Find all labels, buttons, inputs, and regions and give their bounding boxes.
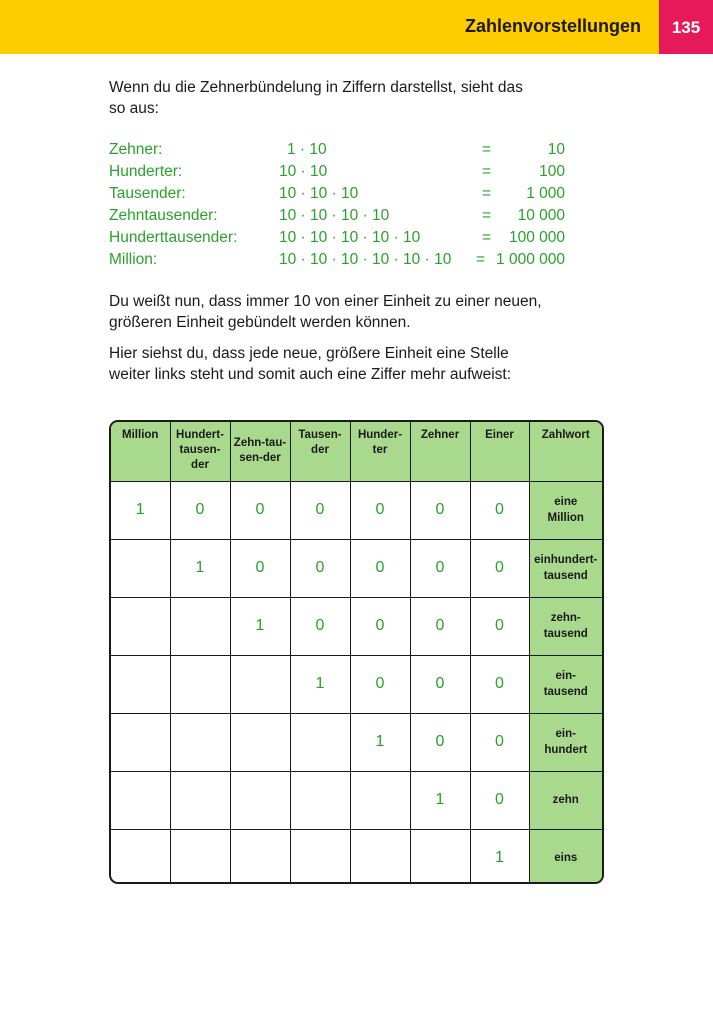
explanation-line-1: Du weißt nun, dass immer 10 von einer Einheit zu einer neuen, bbox=[109, 293, 542, 310]
number-word-cell bbox=[529, 481, 602, 539]
bundle-equals: = bbox=[482, 229, 492, 246]
column-header-million bbox=[111, 422, 170, 481]
table-row bbox=[111, 829, 602, 884]
number-word-cell bbox=[529, 597, 602, 655]
digit-cell bbox=[111, 597, 170, 655]
bundle-row bbox=[109, 183, 579, 205]
bundle-expression: 10 · 10 · 10 · 10 · 10 bbox=[279, 229, 421, 246]
digit-cell: 1 bbox=[111, 481, 170, 539]
bundle-value: 10 000 bbox=[517, 207, 565, 224]
number-word-text: einhundert- bbox=[534, 554, 598, 566]
column-header-ten-thousands bbox=[230, 422, 290, 481]
number-word-cell bbox=[529, 539, 602, 597]
bundle-expression: 10 · 10 · 10 · 10 · 10 · 10 bbox=[279, 251, 452, 268]
column-header-hundreds bbox=[350, 422, 410, 481]
table-row bbox=[111, 481, 602, 539]
digit-cell bbox=[230, 829, 290, 884]
header-text: sen-der bbox=[239, 452, 281, 465]
header-text: Einer bbox=[485, 429, 514, 441]
number-word-text: eins bbox=[554, 852, 578, 865]
intro-line-1: Wenn du die Zehnerbündelung in Ziffern darstellst, sieht das bbox=[109, 79, 523, 96]
digit-cell bbox=[111, 713, 170, 771]
header-text: Zehner bbox=[420, 429, 460, 441]
digit-cell: 0 bbox=[470, 481, 529, 539]
number-word-text: tausend bbox=[543, 686, 588, 698]
bundle-expression: 10 · 10 · 10 bbox=[279, 185, 359, 202]
number-word-cell bbox=[529, 771, 602, 829]
table-row bbox=[111, 771, 602, 829]
digit-cell bbox=[111, 771, 170, 829]
digit-cell: 0 bbox=[470, 771, 529, 829]
digit-cell: 0 bbox=[410, 655, 470, 713]
table-header-row bbox=[111, 422, 602, 481]
bundle-expression: 1 · 10 bbox=[287, 141, 327, 158]
column-header-hundred-thousands bbox=[170, 422, 230, 481]
digit-cell: 0 bbox=[290, 597, 350, 655]
bundle-equals: = bbox=[482, 163, 492, 180]
number-word-cell bbox=[529, 829, 602, 884]
column-header-number-word bbox=[529, 422, 602, 481]
bundle-equals: = bbox=[476, 251, 486, 268]
bundle-name: Zehntausender: bbox=[109, 207, 218, 224]
header-text: Zahlwort bbox=[541, 429, 590, 441]
number-word-text: hundert bbox=[544, 744, 588, 756]
number-word-text: ein- bbox=[555, 670, 576, 682]
bundle-equals: = bbox=[482, 185, 492, 202]
header-text: Tausen- bbox=[298, 429, 342, 441]
digit-cell bbox=[350, 771, 410, 829]
bundle-row bbox=[109, 161, 579, 183]
bundle-row bbox=[109, 139, 579, 161]
bundle-row bbox=[109, 205, 579, 227]
bundle-value: 1 000 000 bbox=[496, 251, 565, 268]
digit-cell: 0 bbox=[350, 481, 410, 539]
digit-cell bbox=[111, 829, 170, 884]
header-text: ter bbox=[372, 444, 388, 456]
intro-paragraph bbox=[109, 77, 579, 119]
header-text: Million bbox=[122, 429, 159, 441]
digit-cell: 0 bbox=[470, 655, 529, 713]
digit-cell: 1 bbox=[170, 539, 230, 597]
header-text: der bbox=[311, 444, 329, 456]
digit-cell: 0 bbox=[350, 539, 410, 597]
bundle-equals: = bbox=[482, 207, 492, 224]
digit-cell: 1 bbox=[230, 597, 290, 655]
digit-cell: 0 bbox=[410, 481, 470, 539]
number-word-text: Million bbox=[547, 512, 584, 524]
digit-cell: 0 bbox=[410, 597, 470, 655]
number-word-cell bbox=[529, 713, 602, 771]
number-word-text: tausend bbox=[543, 570, 588, 582]
header-text: tausen- bbox=[179, 444, 221, 456]
number-word-text: zehn- bbox=[550, 612, 581, 624]
bundle-value: 100 000 bbox=[508, 229, 565, 246]
bundle-equals: = bbox=[482, 141, 492, 158]
digit-cell bbox=[170, 713, 230, 771]
bundle-name: Million: bbox=[109, 251, 158, 268]
digit-cell: 1 bbox=[290, 655, 350, 713]
number-word-text: zehn bbox=[552, 794, 579, 806]
digit-cell bbox=[290, 829, 350, 884]
header-text: Hunder- bbox=[357, 429, 403, 441]
table-row bbox=[111, 539, 602, 597]
digit-cell bbox=[410, 829, 470, 884]
bundle-value: 1 000 bbox=[526, 185, 565, 202]
digit-cell bbox=[290, 771, 350, 829]
digit-cell bbox=[290, 713, 350, 771]
number-word-text: tausend bbox=[543, 628, 588, 640]
bundle-expression: 10 · 10 · 10 · 10 bbox=[279, 207, 390, 224]
digit-cell: 1 bbox=[350, 713, 410, 771]
page-header bbox=[0, 0, 713, 54]
digit-cell: 0 bbox=[410, 713, 470, 771]
table-row bbox=[111, 713, 602, 771]
bundle-name: Tausender: bbox=[109, 185, 186, 202]
column-header-thousands bbox=[290, 422, 350, 481]
digit-cell: 1 bbox=[410, 771, 470, 829]
digit-cell bbox=[350, 829, 410, 884]
digit-cell bbox=[170, 829, 230, 884]
bundle-name: Hunderttausender: bbox=[109, 229, 238, 246]
explanation-paragraph bbox=[109, 291, 579, 333]
digit-cell: 0 bbox=[350, 655, 410, 713]
digit-cell bbox=[111, 655, 170, 713]
digit-cell: 0 bbox=[290, 481, 350, 539]
digit-cell: 0 bbox=[230, 481, 290, 539]
header-text: Hundert- bbox=[176, 429, 224, 441]
number-word-text: eine bbox=[554, 496, 578, 508]
digit-cell: 0 bbox=[290, 539, 350, 597]
digit-cell: 0 bbox=[470, 539, 529, 597]
digit-cell bbox=[230, 713, 290, 771]
header-text: Zehn-tau- bbox=[233, 437, 287, 450]
bundle-expression: 10 · 10 bbox=[279, 163, 328, 180]
digit-cell bbox=[170, 655, 230, 713]
digit-cell bbox=[230, 771, 290, 829]
bundle-name: Hunderter: bbox=[109, 163, 183, 180]
digit-cell bbox=[111, 539, 170, 597]
header-text: der bbox=[191, 459, 209, 471]
explanation-line-2: größeren Einheit gebündelt werden können. bbox=[109, 314, 411, 331]
number-word-text: ein- bbox=[555, 728, 576, 740]
digit-cell bbox=[170, 771, 230, 829]
bundle-row bbox=[109, 249, 579, 271]
bundle-row bbox=[109, 227, 579, 249]
bundle-name: Zehner: bbox=[109, 141, 163, 158]
digit-cell: 0 bbox=[410, 539, 470, 597]
place-value-line-1: Hier siehst du, dass jede neue, größere Einheit eine Stelle bbox=[109, 345, 509, 362]
digit-cell: 0 bbox=[470, 713, 529, 771]
number-word-cell bbox=[529, 655, 602, 713]
chapter-title: Zahlenvorstellungen bbox=[464, 16, 641, 36]
column-header-tens bbox=[410, 422, 470, 481]
intro-line-2: so aus: bbox=[109, 100, 159, 117]
table-row bbox=[111, 597, 602, 655]
digit-cell: 0 bbox=[350, 597, 410, 655]
place-value-paragraph bbox=[109, 343, 579, 385]
digit-cell bbox=[230, 655, 290, 713]
place-value-table bbox=[109, 420, 604, 884]
table-row bbox=[111, 655, 602, 713]
digit-cell: 1 bbox=[470, 829, 529, 884]
digit-cell: 0 bbox=[230, 539, 290, 597]
bundle-value: 10 bbox=[547, 141, 565, 158]
page-number-badge: 135 bbox=[659, 0, 713, 54]
digit-cell: 0 bbox=[170, 481, 230, 539]
place-value-line-2: weiter links steht und somit auch eine Ziffer mehr aufweist: bbox=[109, 366, 512, 383]
digit-cell: 0 bbox=[470, 597, 529, 655]
column-header-ones bbox=[470, 422, 529, 481]
digit-cell bbox=[170, 597, 230, 655]
bundle-value: 100 bbox=[539, 163, 565, 180]
bundle-list bbox=[109, 139, 579, 271]
